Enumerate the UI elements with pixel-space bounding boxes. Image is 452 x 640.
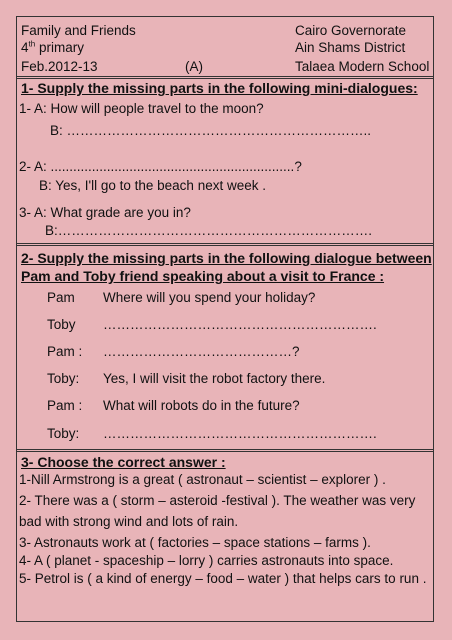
s3-q3: 3- Astronauts work at ( factories – space stations – farms ). [19,535,371,550]
s3-q4: 4- A ( planet - spaceship – lorry ) carries astronauts into space. [19,553,394,568]
exam-date: Feb.2012-13 [21,59,98,74]
s2-text: Yes, I will visit the robot factory there. [103,371,326,386]
grade-suffix: th [28,39,36,49]
grade-word: primary [38,40,84,55]
worksheet-frame [16,16,434,622]
grade-number: 4 [21,40,29,55]
s2-text: ……………………………………………………. [103,317,377,332]
worksheet-header [17,17,433,79]
section3-title: 3- Choose the correct answer : [21,454,226,470]
s1-q3-a: 3- A: What grade are you in? [19,205,191,220]
s1-q3-b: B:……………………………………………………………. [45,223,373,238]
s2-speaker: Toby: [47,371,80,386]
s3-q2-cont: bad with strong wind and lots of rain. [19,514,239,529]
grade-label [21,40,84,56]
s1-q1-b: B: ………………………………………………………….. [50,123,372,138]
s1-q2-a: 2- A: .................................................................? [19,159,302,174]
s1-q2-b: B: Yes, I'll go to the beach next week . [39,178,266,193]
s3-q5: 5- Petrol is ( a kind of energy – food – water ) that helps cars to run . [19,571,427,586]
s3-q1: 1-Nill Armstrong is a great ( astronaut – scientist – explorer ) . [19,472,386,487]
s2-text: Where will you spend your holiday? [103,290,316,305]
governorate: Cairo Governorate [295,23,407,38]
district: Ain Shams District [295,40,406,55]
s2-speaker: Pam : [47,344,83,359]
s2-speaker: Pam [47,290,75,305]
s2-speaker: Toby: [47,426,80,441]
section2-divider [17,449,433,452]
section1-divider [17,243,433,246]
header-divider [17,76,433,79]
s3-q2: 2- There was a ( storm – asteroid -festival ). The weather was very [19,493,416,508]
s2-text: What will robots do in the future? [103,398,300,413]
book-title: Family and Friends [21,23,136,38]
s2-speaker: Toby [47,317,76,332]
section1-title: 1- Supply the missing parts in the following mini-dialogues: [21,80,418,96]
s2-text: ……………………………………? [103,344,300,359]
school-name: Talaea Modern School [295,59,430,74]
section2-title-line1: 2- Supply the missing parts in the following dialogue between [21,250,432,266]
s2-text: ……………………………………………………. [103,426,377,441]
section2-title-line2: Pam and Toby friend speaking about a visit to France : [21,268,385,284]
exam-version: (A) [185,59,203,74]
s1-q1-a: 1- A: How will people travel to the moon? [19,101,264,116]
s2-speaker: Pam : [47,398,83,413]
